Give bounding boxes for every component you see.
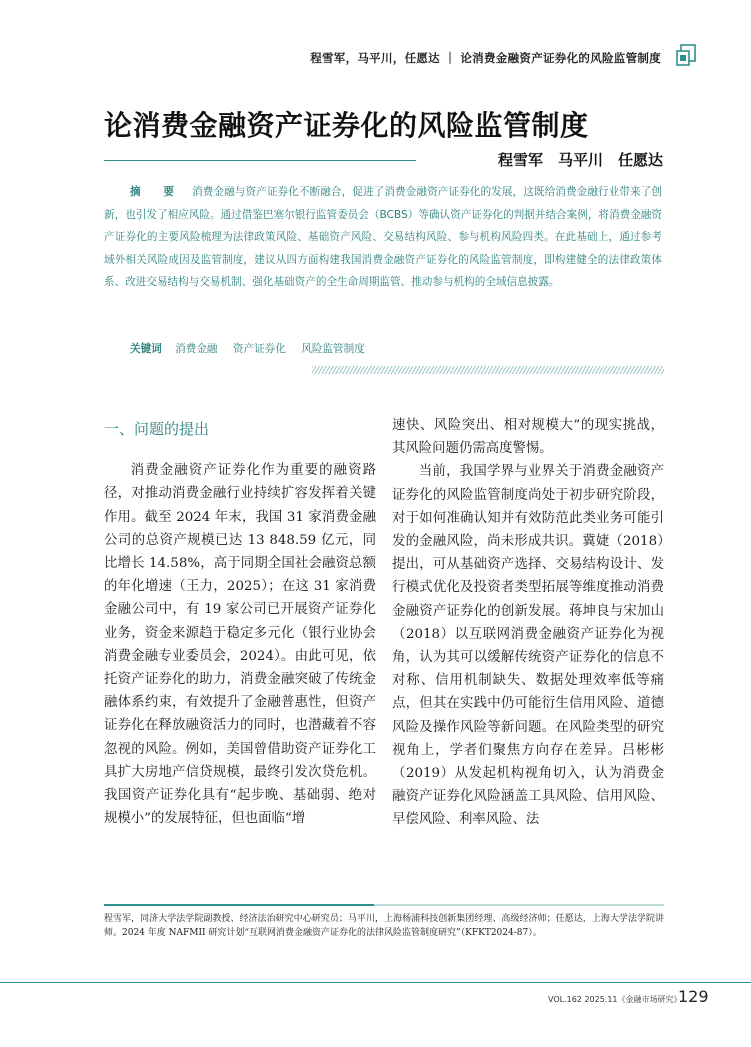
abstract bbox=[104, 181, 662, 294]
article-authors: 程雪军 马平川 任愿达 bbox=[497, 151, 663, 169]
section-heading: 一、问题的提出 bbox=[104, 420, 210, 438]
running-header: 程雪军，马平川，任愿达 ｜ 论消费金融资产证券化的风险监管制度 bbox=[310, 51, 661, 65]
keyword-item: 风险监管制度 bbox=[301, 343, 365, 355]
abstract-text: 消费金融与资产证券化不断融合，促进了消费金融资产证券化的发展，这既给消费金融行业带来了创新，也引发了相应风险。通过借鉴巴塞尔银行监管委员会（BCBS）等确认资产证券化的判据并结合案例，将消费金融资产证券化的主要风险梳理为法律政策风险、基础资产风险、交易结构风险、参与机构风险四类。在此基础上，通过参考域外相关风险成因及监管制度，建议从四方面构建我国消费金融资产证券化的风险监管制度，即构建健全的法律政策体系、改进交易结构与交易机制、强化基础资产的全生命周期监管、推动参与机构的全域信息披露。 bbox=[104, 186, 663, 289]
journal-citation: VOL.162 2025.11《金融市场研究》 bbox=[548, 995, 682, 1004]
title-divider bbox=[104, 160, 416, 161]
footnote-divider-light bbox=[374, 904, 664, 906]
keywords-label: 关键词 bbox=[130, 343, 162, 355]
journal-logo-icon bbox=[676, 44, 698, 68]
article-title: 论消费金融资产证券化的风险监管制度 bbox=[104, 109, 589, 142]
decorative-hatch-bar bbox=[312, 366, 664, 374]
footnote-divider bbox=[104, 904, 374, 906]
keyword-item: 资产证券化 bbox=[232, 343, 286, 355]
keyword-item: 消费金融 bbox=[175, 343, 218, 355]
abstract-label: 摘 要 bbox=[130, 186, 181, 198]
body-paragraph-continued: 速快、风险突出、相对规模大”的现实挑战，其风险问题仍需高度警惕。 bbox=[392, 418, 664, 457]
footer-divider bbox=[0, 982, 751, 983]
body-paragraph: 当前，我国学界与业界关于消费金融资产证券化的风险监管制度尚处于初步研究阶段，对于如何准确认知并有效防范此类业务可能引发的金融风险，尚未形成共识。冀婕（2018）提出，可从基础资产选择、交易结构设计、发行模式优化及投资者类型拓展等维度推动消费金融资产证券化的创新发展。蒋坤良与宋加山（2018）以互联网消费金融资产证券化为视角，认为其可以缓解传统资产证券化的信息不对称、信用机制缺失、数据处理效率低等痛点，但其在实践中仍可能衍生信用风险、道德风险及操作风险等新问题。在风险类型的研究视角上，学者们聚焦方向存在差异。吕彬彬（2019）从发起机构视角切入，认为消费金融资产证券化风险涵盖工具风险、信用风险、早偿风险、利率风险、法 bbox=[392, 464, 664, 828]
body-column-left bbox=[104, 414, 376, 830]
keywords bbox=[130, 341, 377, 356]
body-paragraph: 消费金融资产证券化作为重要的融资路径，对推动消费金融行业持续扩容发挥着关键作用。截至 2024 年末，我国 31 家消费金融公司的总资产规模已达 13 848.59 亿元，同比增长 14.58%，高于同期全国社会融资总额的年化增速（王力，2025）；在这 31 家消费金融公司中，有 19 家公司已开展资产证券化业务，资金来源趋于稳定多元化（银行业协会消费金融专业委员会，2024）。由此可见，依托资产证券化的助力，消费金融突破了传统金融体系约束，有效提升了金融普惠性，但资产证券化在释放融资活力的同时，也潜藏着不容忽视的风险。例如，美国曾借助资产证券化工具扩大房地产信贷规模，最终引发次贷危机。我国资产证券化具有“起步晚、基础弱、绝对规模小”的发展特征，但也面临“增 bbox=[104, 463, 376, 827]
author-footnote: 程雪军，同济大学法学院副教授、经济法治研究中心研究员；马平川，上海杨浦科技创新集团经理、高级经济师；任愿达，上海大学法学院讲师。2024 年度 NAFMII 研究计划“互联网消费金融资产证券化的法律风险监管制度研究”（KFKT2024-87）。 bbox=[104, 914, 664, 938]
page-number: 129 bbox=[678, 987, 709, 1006]
body-column-right bbox=[392, 414, 664, 832]
